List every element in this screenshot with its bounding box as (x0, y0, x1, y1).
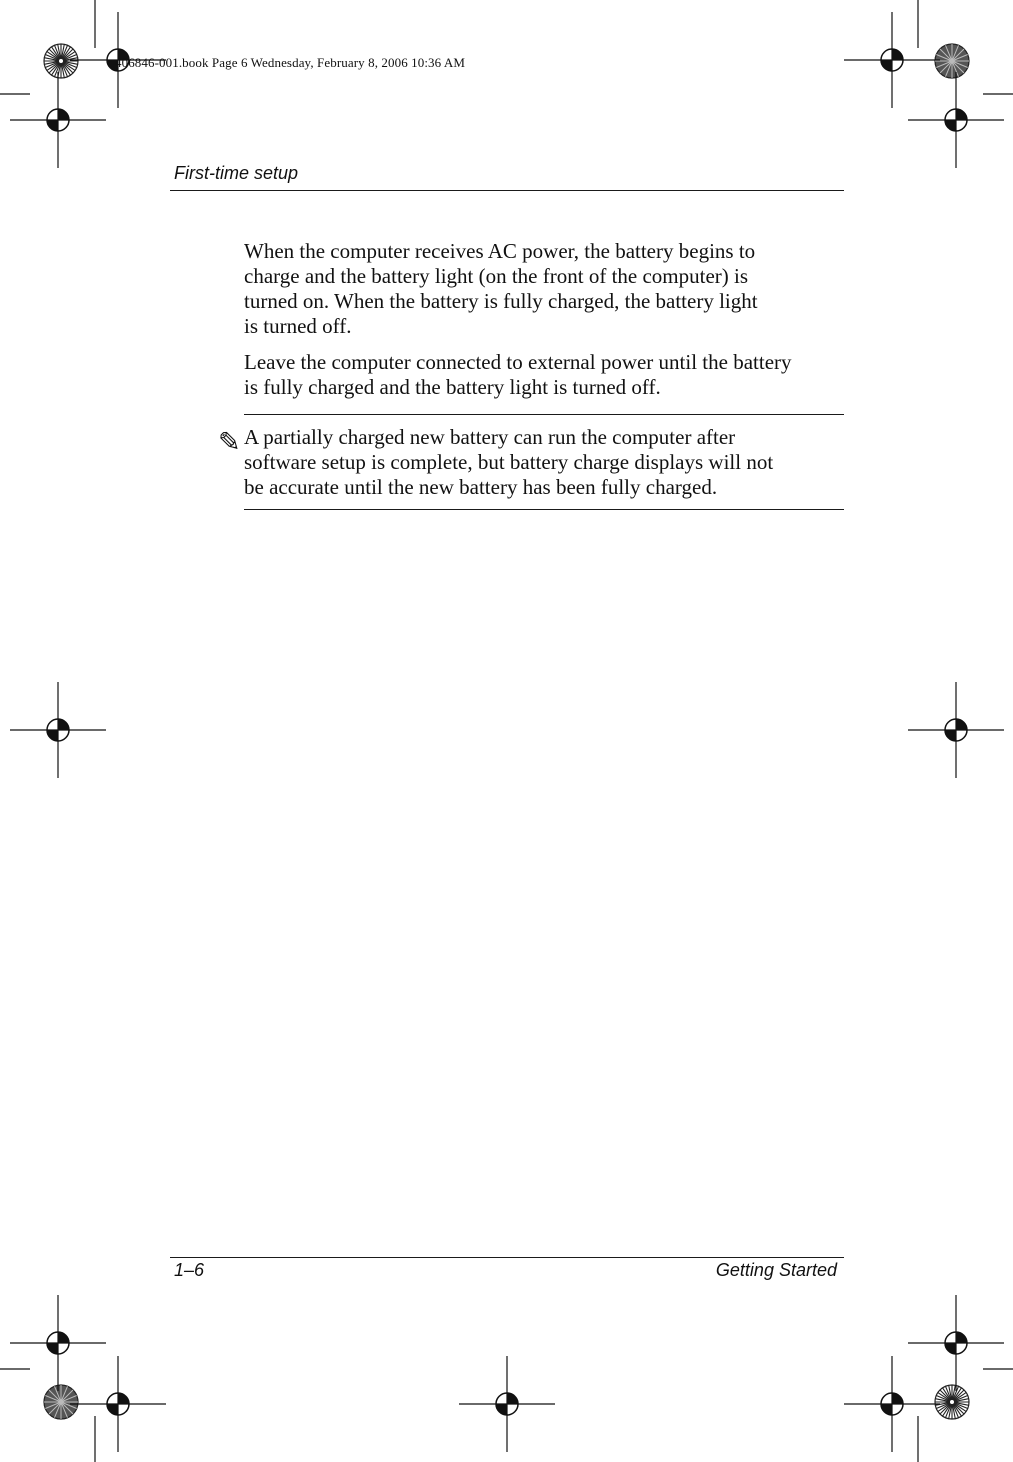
running-header-title: First-time setup (174, 163, 299, 183)
page-number: 1–6 (174, 1260, 205, 1280)
corner-star-mark (44, 1385, 78, 1419)
paragraph-line: Leave the computer connected to external power until the battery (244, 350, 792, 374)
corner-star-mark (935, 44, 969, 78)
note-bottom-rule (244, 509, 844, 510)
paragraph-line: When the computer receives AC power, the battery begins to (244, 239, 756, 263)
footer-book-title: Getting Started (715, 1260, 837, 1280)
note-line: be accurate until the new battery has been fully charged. (244, 475, 718, 499)
paragraph-line: charge and the battery light (on the front of the computer) is (244, 264, 749, 288)
corner-star-mark (935, 1385, 969, 1419)
header-rule (170, 190, 844, 191)
paragraph-line: turned on. When the battery is fully charged, the battery light (244, 289, 758, 313)
note-top-rule (244, 414, 844, 415)
paragraph-line: is turned off. (244, 314, 352, 338)
note-battery-accuracy (244, 425, 834, 500)
note-line: software setup is complete, but battery charge displays will not (244, 450, 774, 474)
note-line: A partially charged new battery can run the computer after (244, 425, 736, 449)
corner-star-mark (44, 44, 78, 78)
paragraph-external-power (244, 350, 844, 400)
file-slug-line: 406846-001.book Page 6 Wednesday, February 8, 2006 10:36 AM (115, 55, 466, 70)
pencil-icon: ✎ (218, 427, 241, 458)
footer-rule (170, 1257, 844, 1258)
paragraph-line: is fully charged and the battery light is turned off. (244, 375, 661, 399)
paragraph-battery-charging (244, 239, 844, 339)
